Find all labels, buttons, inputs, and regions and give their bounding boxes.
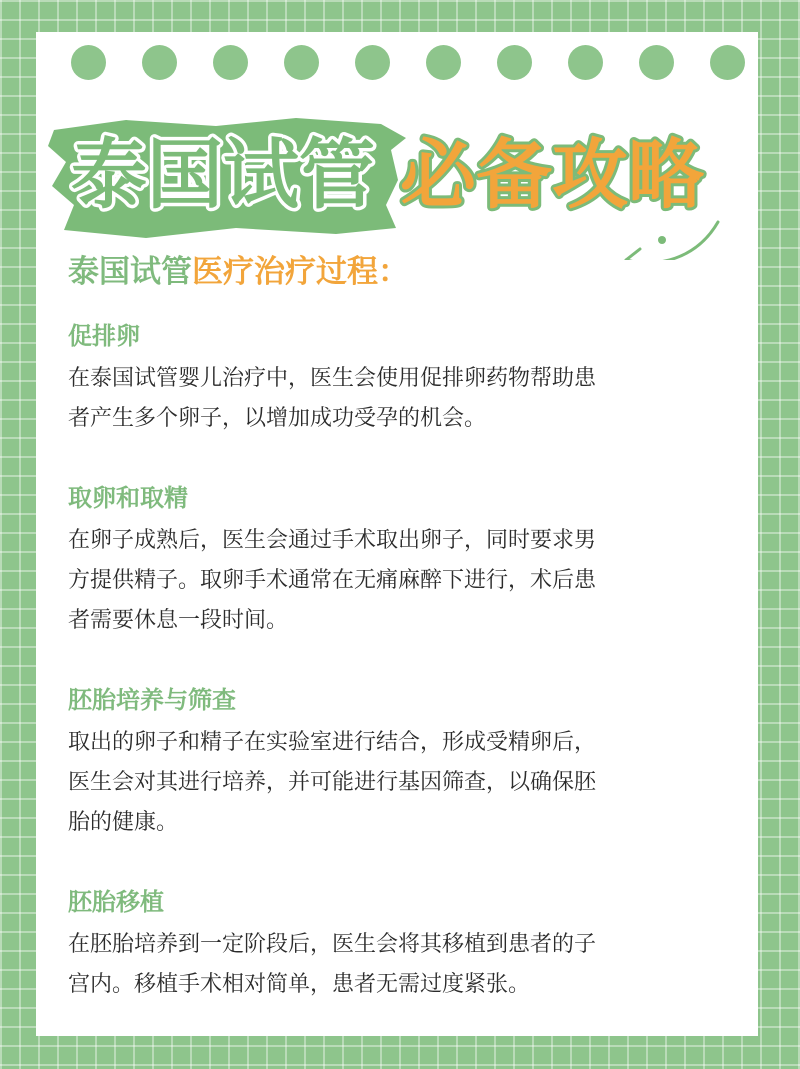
- section-text-line: 胎的健康。: [68, 810, 179, 835]
- section-embryo-transfer: [68, 885, 708, 1005]
- section-text-line: 在泰国试管婴儿治疗中，医生会使用促排卵药物帮助患: [68, 366, 597, 391]
- section-text-line: 者需要休息一段时间。: [68, 608, 289, 633]
- section-heading: 促排卵: [68, 322, 140, 350]
- binder-hole: [355, 45, 390, 80]
- section-heading: 胚胎移植: [68, 888, 164, 916]
- binder-hole: [497, 45, 532, 80]
- binder-hole: [284, 45, 319, 80]
- section-text-line: 者产生多个卵子，以增加成功受孕的机会。: [68, 406, 487, 431]
- section-text-line: 医生会对其进行培养，并可能进行基因筛查，以确保胚: [68, 770, 597, 795]
- binder-holes: [71, 45, 731, 81]
- section-text-line: 在卵子成熟后，医生会通过手术取出卵子，同时要求男: [68, 528, 597, 553]
- binder-hole: [639, 45, 674, 80]
- binder-hole: [710, 45, 745, 80]
- section-embryo-culture-screening: [68, 683, 708, 843]
- page-title: [36, 110, 758, 260]
- section-heading: 胚胎培养与筛查: [68, 686, 236, 714]
- subtitle-part2: 医疗治疗过程：: [192, 254, 409, 290]
- curved-arrow-icon: [626, 222, 718, 260]
- title-part1: 泰国试管: [71, 130, 375, 219]
- section-egg-sperm-retrieval: [68, 481, 708, 641]
- section-text-line: 方提供精子。取卵手术通常在无痛麻醉下进行，术后患: [68, 568, 597, 593]
- binder-hole: [142, 45, 177, 80]
- section-text-line: 在胚胎培养到一定阶段后，医生会将其移植到患者的子: [68, 932, 597, 957]
- binder-hole: [426, 45, 461, 80]
- section-ovarian-stimulation: [68, 319, 708, 439]
- section-subtitle: [68, 246, 409, 291]
- section-heading: 取卵和取精: [68, 484, 188, 512]
- section-text-line: 取出的卵子和精子在实验室进行结合，形成受精卵后，: [68, 730, 597, 755]
- title-part2: 必备攻略: [400, 130, 704, 219]
- subtitle-part1: 泰国试管: [68, 254, 192, 290]
- title-graphic: [36, 110, 758, 260]
- section-text-line: 宫内。移植手术相对简单，患者无需过度紧张。: [68, 972, 531, 997]
- binder-hole: [71, 45, 106, 80]
- binder-hole: [213, 45, 248, 80]
- binder-hole: [568, 45, 603, 80]
- notebook-card: [36, 32, 758, 1036]
